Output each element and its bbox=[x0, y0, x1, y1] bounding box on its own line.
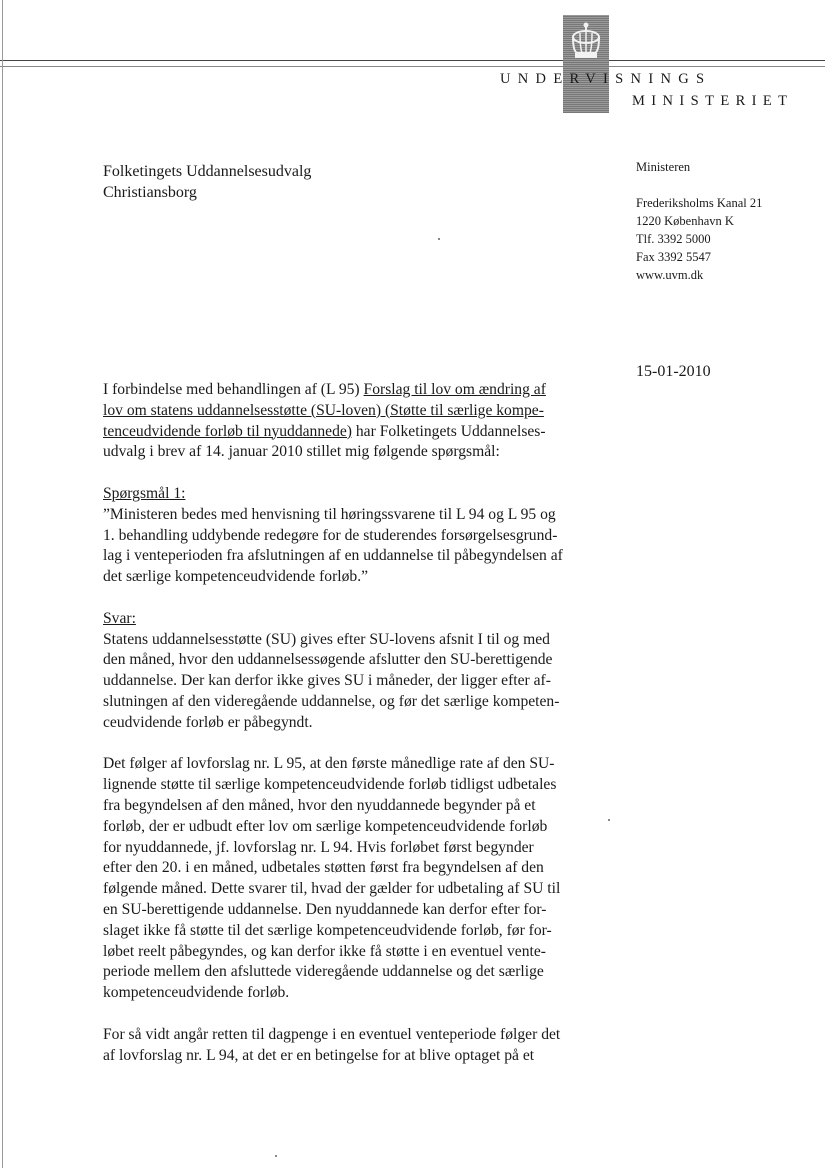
body-line: kompetenceudvidende forløb. bbox=[103, 984, 290, 1002]
answer-heading: Svar: bbox=[103, 609, 136, 627]
body-line: af lovforslag nr. L 94, at det er en betingelse for at blive optaget på et bbox=[103, 1046, 535, 1064]
body-line: en SU-berettigende uddannelse. Den nyuddannede kan derfor efter for- bbox=[103, 900, 547, 918]
bill-title: tenceudvidende forløb til nyuddannede) bbox=[103, 422, 352, 440]
body-line: ”Ministeren bedes med henvisning til høringssvarene til L 94 og L 95 og bbox=[103, 505, 556, 523]
bill-title: Forslag til lov om ændring af bbox=[363, 381, 546, 398]
body-line: fra begyndelsen af den måned, hvor den nyuddannede begynder på et bbox=[103, 796, 536, 814]
sender-info bbox=[636, 158, 762, 284]
body-line bbox=[103, 422, 583, 443]
question-heading: Spørgsmål 1: bbox=[103, 484, 186, 502]
body-line: følgende måned. Dette svarer til, hvad der gælder for udbetaling af SU til bbox=[103, 880, 561, 898]
body-line bbox=[103, 380, 583, 401]
sender-website: www.uvm.dk bbox=[636, 268, 704, 282]
body-line: lag i venteperioden fra afslutningen af en uddannelse til påbegyndelsen af bbox=[103, 547, 563, 565]
intro-paragraph bbox=[103, 380, 583, 463]
org-name-line1: UNDERVISNINGS bbox=[500, 71, 712, 87]
crown-icon bbox=[569, 21, 603, 61]
body-line: 1. behandling uddybende redegøre for de studerendes forsørgelsesgrund- bbox=[103, 526, 558, 544]
scan-speck bbox=[275, 1155, 277, 1157]
sender-address-line: 1220 København K bbox=[636, 214, 734, 228]
org-name-line2: MINISTERIET bbox=[632, 93, 794, 109]
body-line: efter den 20. i en måned, udbetales støtten først fra begyndelsen af den bbox=[103, 859, 544, 877]
letterhead-logo bbox=[563, 15, 609, 113]
letter-date: 15-01-2010 bbox=[636, 363, 711, 380]
left-scan-edge bbox=[2, 0, 3, 1168]
body-line: lignende støtte til særlige kompetenceudvidende forløb tidligst udbetales bbox=[103, 776, 557, 794]
body-line: udvalg i brev af 14. januar 2010 stillet mig følgende spørgsmål: bbox=[103, 443, 500, 461]
body-line: ceudvidende forløb er påbegyndt. bbox=[103, 713, 313, 731]
body-line: forløb, der er udbudt efter lov om særlige kompetenceudvidende forløb bbox=[103, 817, 548, 835]
scan-speck bbox=[608, 819, 610, 821]
intro-text: I forbindelse med behandlingen af (L 95) bbox=[103, 381, 364, 398]
sender-fax: Fax 3392 5547 bbox=[636, 250, 711, 264]
scan-speck bbox=[438, 238, 440, 240]
sender-role: Ministeren bbox=[636, 160, 691, 174]
recipient-line: Folketingets Uddannelsesudvalg bbox=[103, 163, 312, 180]
answer-paragraph-2 bbox=[103, 754, 583, 1004]
body-line: Statens uddannelsesstøtte (SU) gives efter SU-lovens afsnit I til og med bbox=[103, 630, 550, 648]
body-line: slaget ikke få støtte til det særlige kompetenceudvidende forløb, før for- bbox=[103, 921, 552, 939]
recipient-address bbox=[103, 161, 311, 203]
recipient-line: Christiansborg bbox=[103, 184, 197, 201]
sender-phone: Tlf. 3392 5000 bbox=[636, 232, 711, 246]
answer-paragraph-3 bbox=[103, 1025, 583, 1067]
bill-title: lov om statens uddannelsesstøtte (SU-loven) (Støtte til særlige kompe- bbox=[103, 401, 544, 419]
top-rule bbox=[0, 60, 825, 61]
top-rule-2 bbox=[0, 66, 825, 67]
sender-address-line: Frederiksholms Kanal 21 bbox=[636, 196, 763, 210]
body-line: uddannelse. Der kan derfor ikke gives SU i måneder, der ligger efter af- bbox=[103, 672, 551, 690]
body-line: slutningen af den videregående uddannelse, og før det særlige kompeten- bbox=[103, 692, 560, 710]
body-line: periode mellem den afsluttede videregående uddannelse og det særlige bbox=[103, 963, 544, 981]
body-line: For så vidt angår retten til dagpenge i en eventuel venteperiode følger det bbox=[103, 1025, 561, 1043]
body-line: den måned, hvor den uddannelsessøgende afslutter den SU-berettigende bbox=[103, 651, 553, 669]
body-line: Det følger af lovforslag nr. L 95, at den første månedlige rate af den SU- bbox=[103, 755, 555, 773]
body-line: løbet reelt påbegyndes, og kan derfor ikke få støtte i en eventuel vente- bbox=[103, 942, 546, 960]
answer-paragraph-1 bbox=[103, 609, 583, 734]
intro-text: har Folketingets Uddannelses- bbox=[351, 422, 546, 440]
letter-body bbox=[103, 380, 583, 1087]
body-line: det særlige kompetenceudvidende forløb.” bbox=[103, 568, 369, 586]
question-paragraph bbox=[103, 484, 583, 588]
body-line: for nyuddannede, jf. lovforslag nr. L 94. Hvis forløbet først begynder bbox=[103, 838, 534, 856]
